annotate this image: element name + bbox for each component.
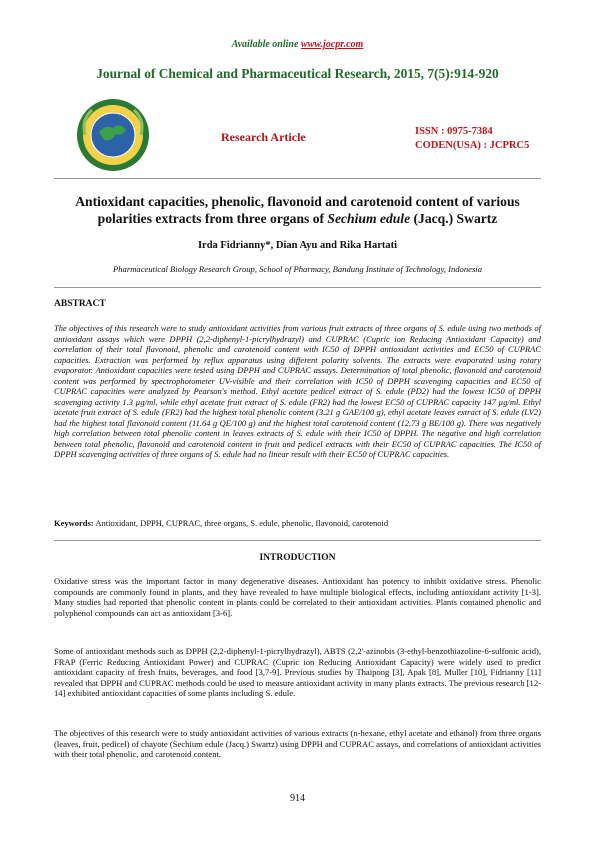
keywords-text: Antioxidant, DPPH, CUPRAC, three organs, S. edule, phenolic, flavonoid, carotenoid — [95, 518, 389, 528]
issn-number: ISSN : 0975-7384 — [415, 126, 493, 137]
keywords-label: Keywords: — [54, 518, 94, 528]
page-number: 914 — [290, 793, 305, 804]
journal-logo — [76, 98, 150, 172]
available-online-label: Available online — [231, 39, 299, 50]
coden-number: CODEN(USA) : JCPRC5 — [415, 140, 530, 151]
abstract-heading: ABSTRACT — [54, 299, 106, 309]
title-text: Antioxidant capacities, phenolic, flavonoid and carotenoid content of various polarities extracts from three organs of — [75, 194, 520, 226]
title-species: Sechium edule — [327, 211, 411, 226]
abstract-body: The objectives of this research were to study antioxidant activities from various fruit extracts of three organs of S. edule using two methods of antioxidant assays which were DPPH (2,2-diphenyl-1-picrylhydrazyl) and CUPRAC (Cupric ion Reducing Antioxidant Capacity) and correlation of their total flavonoid, phenolic and carotenoid content with IC50 of DPPH antioxidant activities and EC50 of CUPRAC capacities. Extraction was performed by reflux apparatus using different polarity solvents. The extracts were evaporated using rotary evaporator. Antioxidant capacities were tested using DPPH and CUPRAC assays. Determination of total phenolic, flavonoid and carotenoid content was performed by spectrophotometer UV-visible and their correlation with IC50 of DPPH scavenging capacities and EC50 of CUPRAC capacities were analyzed by Pearson's method. Ethyl acetate pedicel extract of S. edule (PD2) had the lowest IC50 of DPPH scavenging activity 1.3 µg/ml, while ethyl acetate fruit extract of S. edule (FR2) had the lowest EC50 of CUPRAC capacity 147 µg/ml. Ethyl acetate fruit extract of S. edule (FR2) had the highest total phenolic content (3.21 g GAE/100 g), ethyl acetate leaves extract of S. edule (LV2) had the highest total flavonoid content (11.64 g QE/100 g) and the highest total carotenoid content (12.73 g BE/100 g). There was negatively high correlation between total phenolic content in leaves extracts of S. edule with their IC50 of DPPH. The negative and high correlation between total phenolic, flavonoid and carotenoid content in fruit and pedicel extracts with their EC50 of CUPRAC capacities. The IC50 of DPPH scavenging activities of three organs of S. edule had no linear result with their EC50 of CUPRAC capacities. — [54, 323, 541, 459]
title-authority: (Jacq.) Swartz — [410, 211, 498, 226]
abstract-top-divider — [54, 287, 541, 288]
available-online-line — [0, 39, 595, 50]
journal-website-link[interactable]: www.jocpr.com — [300, 39, 364, 50]
introduction-heading: INTRODUCTION — [259, 553, 336, 563]
article-title — [60, 193, 535, 227]
affiliation: Pharmaceutical Biology Research Group, School of Pharmacy, Bandung Institute of Technology, Indonesia — [113, 264, 482, 274]
authors: Irda Fidrianny*, Dian Ayu and Rika Hartati — [197, 240, 398, 251]
keywords-line — [54, 518, 541, 528]
intro-paragraph-2: Some of antioxidant methods such as DPPH (2,2-diphenyl-1-picrylhydrazyl), ABTS (2,2'-azinobis (3-ethyl-benzothiazoline-6-sulfonic acid), FRAP (Ferric Reducing Antioxidant Power) and CUPRAC (Cupric ion Reducing Antioxidant Capacity) were widely used to predict antioxidant capacity of fresh fruits, beverages, and food [3,7-9]. Previous studies by Thaipong [3], Apak [8], Muller [10], Fidrianny [11] revealed that DPPH and CUPRAC methods could be used to measure antioxidant activity in many plants extracts. The previous research [12-14] exhibited antioxidant capacities of some plants including S. edule. — [54, 646, 541, 699]
article-type-label: Research Article — [221, 130, 306, 144]
header-divider — [54, 178, 541, 179]
issn-block — [415, 125, 529, 153]
keywords-divider — [54, 540, 541, 541]
journal-citation: Journal of Chemical and Pharmaceutical Research, 2015, 7(5):914-920 — [96, 66, 499, 81]
intro-paragraph-3: The objectives of this research were to study antioxidant activities of various extracts (n-hexane, ethyl acetate and ethanol) from three organs (leaves, fruit, pedicel) of chayote (Sechium edule (Jacq.) Swartz) using DPPH and CUPRAC assays, and correlations of antioxidant activities with their total phenolic, and carotenoid content. — [54, 728, 541, 760]
intro-paragraph-1: Oxidative stress was the important factor in many degenerative diseases. Antioxidant has potency to inhibit oxidative stress. Phenolic compounds are commonly found in plants, and they have revealed to have multiple biological effects, including antioxidant activity [1-3]. Many studies had reported that phenolic content in plants could be correlated to their antioxidant activities. Plants contained phenolic and polyphenol compounds can act as antioxidant [3-6]. — [54, 576, 541, 618]
